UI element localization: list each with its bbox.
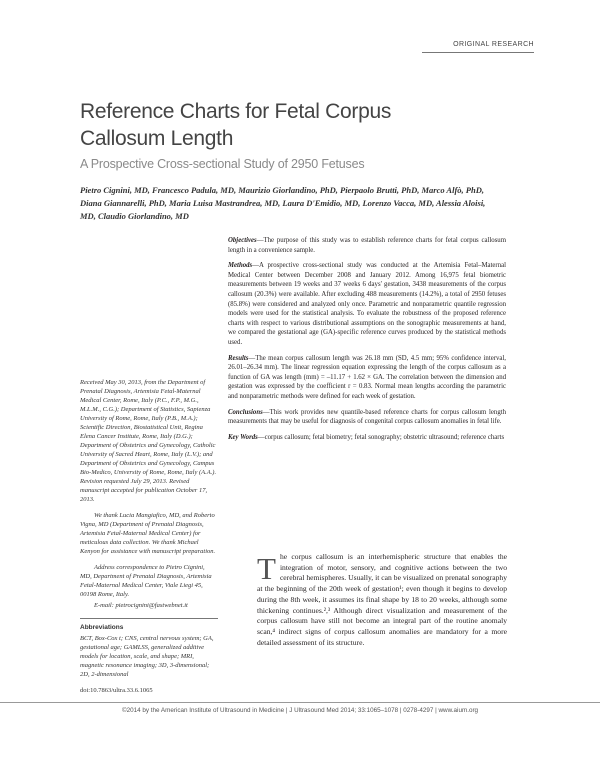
conclusions-heading: Conclusions — [228, 408, 263, 416]
results-text: —The mean corpus callosum length was 26.18 mm (SD, 4.5 mm; 95% confidence interval, 26.01–26.34 mm). The linear regression equation expressing the length of the corpus callosum as a function of GA was length (mm) = –11.17 + 1.62 × GA. The correlation between the dimension and gestation was expressed by the coefficient r = 0.83. Normal mean lengths according the parametric and nonparametric methods were defined for each week of gestation. — [228, 354, 506, 400]
acknowledgments: We thank Lucia Mangiafico, MD, and Roberto Vigna, MD (Department of Prenatal Diagnosis, Artemisia Fetal-Maternal Medical Center) for meticulous data collection. We thank Michael Kenyon for assistance with manuscript preparation. — [80, 512, 216, 555]
methods-text: —A prospective cross-sectional study was conducted at the Artemisia Fetal–Maternal Medical Center between December 2008 and January 2012. Among 16,975 fetal biometric measurements between 19 weeks and 37 weeks 6 days' gestation, 3438 measurements of the corpus callosum (20.3%) were available. After excluding 488 measurements (14.2%), a total of 2950 fetuses (85.8%) were considered and analyzed only once. Parametric and nonparametric quantile regression models were used for the statistical analysis. To evaluate the robustness of the proposed reference charts with respect to various distributional assumptions on the sonographic measurements at hand, we compared the gestational age (GA)-specific reference curves produced by the statistical methods used. — [228, 262, 506, 346]
abstract-conclusions — [228, 408, 506, 427]
keywords-text: —corpus callosum; fetal biometry; fetal sonography; obstetric ultrasound; reference charts — [257, 433, 505, 441]
results-heading: Results — [228, 354, 249, 362]
abbreviations-list: BCT, Box-Cox t; CNS, central nervous system; GA, gestational age; GAMLSS, generalized additive models for location, scale, and shape; MRI, magnetic resonance imaging; 3D, 3-dimensional; 2D, 2-dimensional — [80, 635, 214, 678]
author-list: Pietro Cignini, MD, Francesco Padula, MD, Maurizio Giorlandino, PhD, Pierpaolo Brutti, PhD, Marco Alfò, PhD, Diana Giannarelli, PhD, Maria Luisa Mastrandrea, MD, Laura D'Emidio, MD, Lorenzo Vacca, MD, Alessia Aloisi, MD, Claudio Giorlandino, MD — [80, 185, 486, 221]
intro-text: he corpus callosum is an interhemispheric structure that enables the integration of motor, sensory, and cognitive actions between the two cerebral hemispheres. Usually, it can be visualized on prenatal sonography at the beginning of the 20th week of gestation¹; even though it begins to develop during the 8th week, it assumes its final shape by 18 to 20 weeks, although some thickening continues.²,³ Although direct visualization and measurement of the corpus callosum have still not become an integral part of the routine anomaly scan,⁴ indirect signs of corpus callosum anomalies are mandatory for a more detailed assessment of its structure. — [257, 552, 507, 647]
objectives-text: —The purpose of this study was to establish reference charts for fetal corpus callosum length in a convenience sample. — [228, 237, 506, 254]
received-note: Received May 30, 2013, from the Department of Prenatal Diagnosis, Artemisia Fetal-Maternal Medical Center, Rome, Italy (P.C., F.P., M.G., M.L.M., C.G.); Department of Statistics, Sapienza University of Rome, Rome, Italy (P.B., M.A.); Scientific Direction, Biostatistical Unit, Regina Elena Cancer Institute, Rome, Italy (D.G.); Department of Obstetrics and Gynecology, Catholic University of Sacred Heart, Rome, Italy (L.V.); and Department of Obstetrics and Gynecology, Campus Bio-Medico, University of Rome, Rome, Italy (A.A.). Revision requested July 29, 2013. Revised manuscript accepted for publication October 17, 2013. — [80, 379, 217, 503]
abstract — [228, 236, 506, 448]
article-subtitle: A Prospective Cross-sectional Study of 2950 Fetuses — [80, 157, 365, 171]
doi-link[interactable]: doi:10.7863/ultra.33.6.1065 — [80, 687, 153, 694]
correspondence-email: E-mail: pietrocignini@fastwebnet.it — [94, 602, 188, 609]
conclusions-text: —This work provides new quantile-based reference charts for corpus callosum length measurements that may be useful for diagnosis of congenital corpus callosum anomalies in fetal life. — [228, 408, 506, 426]
objectives-heading: Objectives — [228, 237, 257, 244]
article-title: Reference Charts for Fetal Corpus Callosum Length — [80, 100, 392, 150]
page-footer: ©2014 by the American Institute of Ultrasound in Medicine | J Ultrasound Med 2014; 33:1065–1078 | 0278-4297 | www.aium.org — [121, 707, 479, 714]
abstract-methods — [228, 261, 506, 347]
correspondence-address: Address correspondence to Pietro Cignini, MD, Department of Prenatal Diagnosis, Artemisia Fetal-Maternal Medical Center, Viale Liegi 45, 00198 Rome, Italy. — [80, 564, 212, 598]
footer-rule — [0, 702, 600, 703]
intro-paragraph — [257, 552, 507, 648]
abstract-objectives — [228, 236, 506, 255]
drop-cap: T — [257, 551, 276, 586]
section-label: ORIGINAL RESEARCH — [453, 41, 534, 48]
abstract-results — [228, 354, 506, 402]
abbreviations-rule — [80, 618, 218, 619]
keywords-heading: Key Words — [228, 433, 258, 441]
abstract-keywords — [228, 433, 506, 443]
abbreviations-heading: Abbreviations — [80, 624, 124, 631]
section-rule — [422, 52, 534, 53]
methods-heading: Methods — [228, 262, 253, 270]
sidebar-notes — [80, 378, 218, 702]
